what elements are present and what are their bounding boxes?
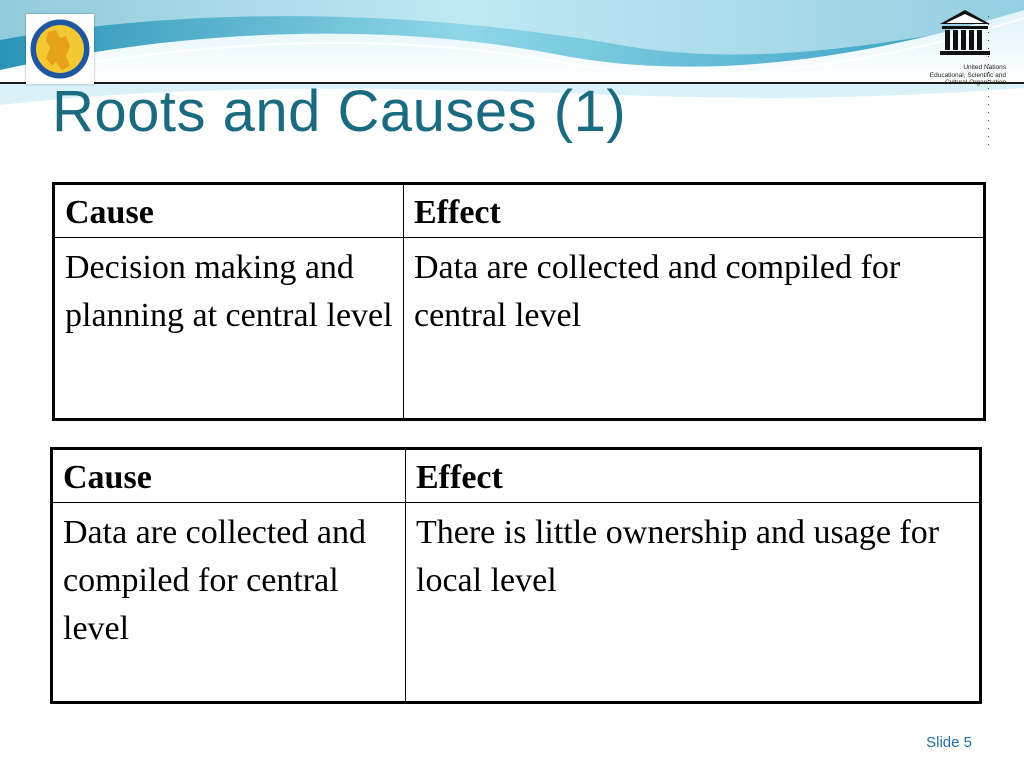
table-row <box>52 503 981 703</box>
cause-effect-table-1 <box>52 182 986 421</box>
dotted-divider <box>987 16 990 146</box>
unesco-logo-icon <box>938 8 992 58</box>
effect-header: Effect <box>406 449 981 503</box>
table-header-row <box>52 449 981 503</box>
cause-header: Cause <box>52 449 406 503</box>
unesco-line-2: Educational, Scientific and <box>929 71 1006 79</box>
cause-effect-table-2 <box>50 447 982 704</box>
unesco-line-1: United Nations <box>963 64 1006 71</box>
slide-number: Slide 5 <box>926 734 972 751</box>
effect-cell: Data are collected and compiled for central level <box>404 238 985 420</box>
mekong-institute-logo-icon <box>26 14 94 84</box>
unesco-caption <box>930 64 1006 87</box>
cause-header: Cause <box>54 184 404 238</box>
table-header-row <box>54 184 985 238</box>
unesco-logo-block <box>896 8 1006 148</box>
cause-cell: Data are collected and compiled for central level <box>52 503 406 703</box>
effect-cell: There is little ownership and usage for local level <box>406 503 981 703</box>
table-row <box>54 238 985 420</box>
effect-header: Effect <box>404 184 985 238</box>
unesco-line-3: Cultural Organization <box>944 79 1006 86</box>
cause-cell: Decision making and planning at central level <box>54 238 404 420</box>
slide-title: Roots and Causes (1) <box>52 79 627 144</box>
